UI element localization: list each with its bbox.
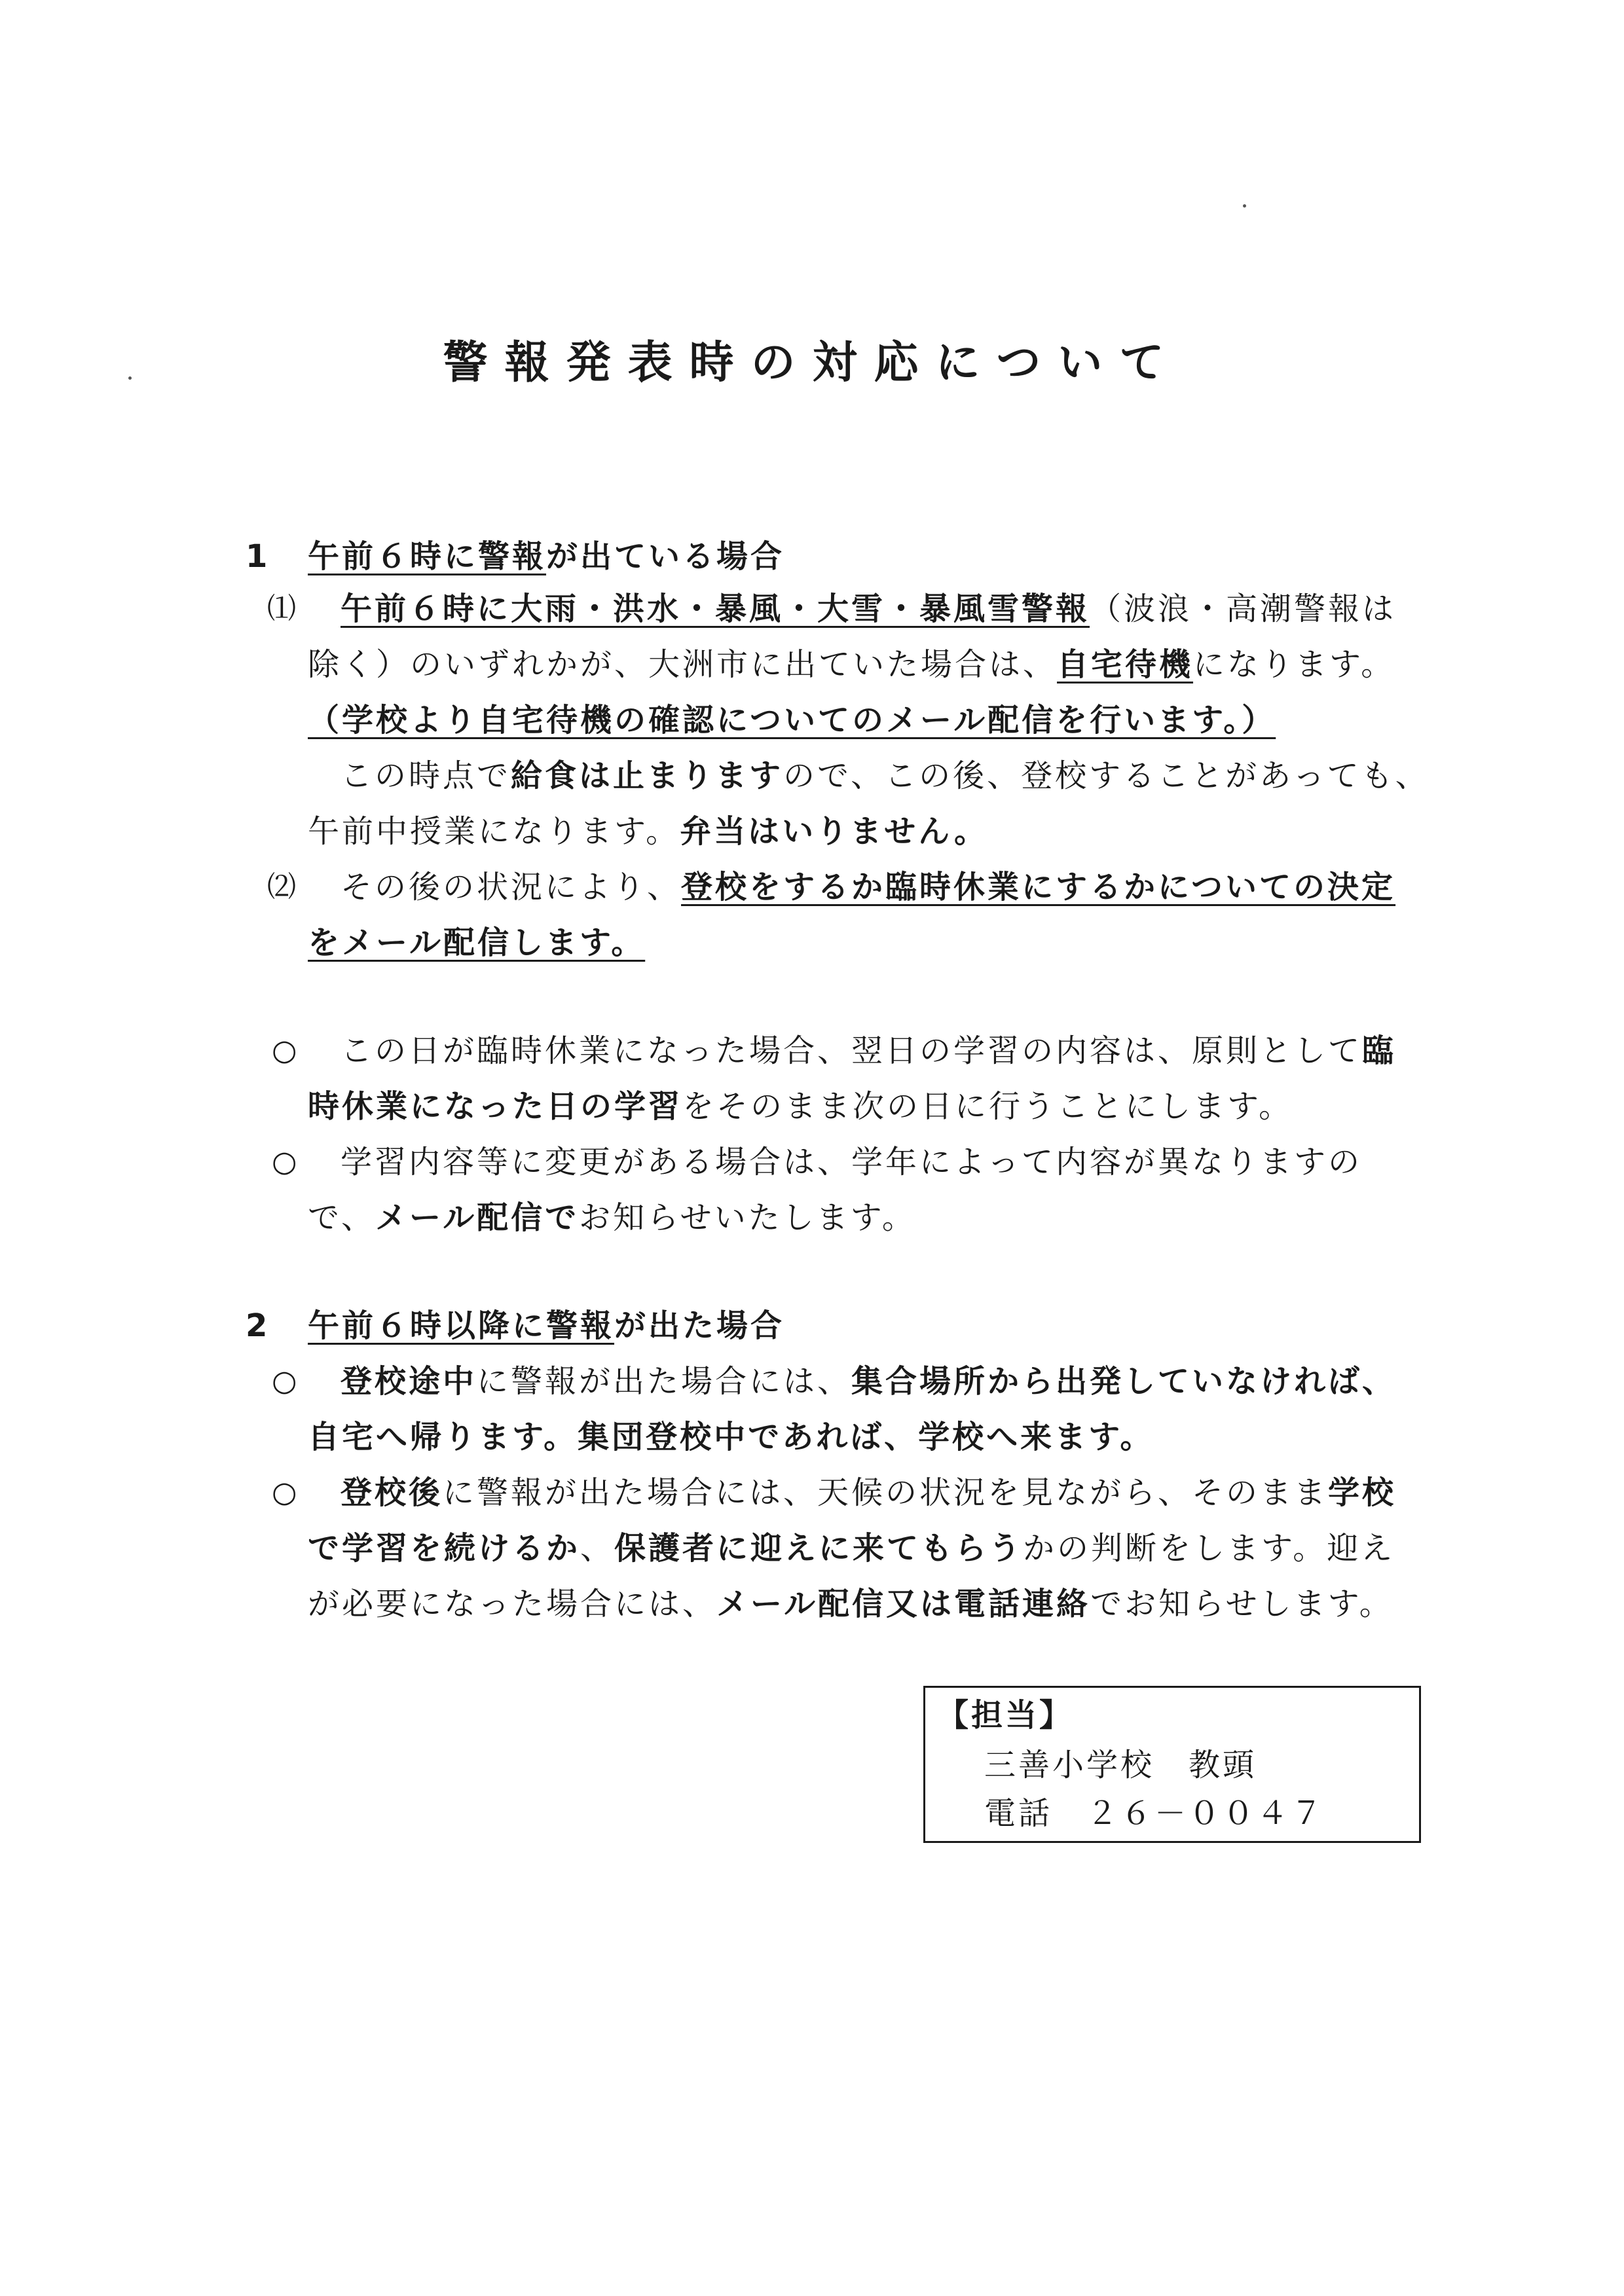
- s2-note-1-line-2: 自宅へ帰ります。集団登校中であれば、学校へ来ます。: [308, 1419, 1154, 1455]
- section-1-heading: [308, 537, 784, 576]
- contact-box: [923, 1686, 1421, 1843]
- s2-note-1-line-1: [341, 1362, 1396, 1401]
- item-1-warning-list: 午前６時に大雨・洪水・暴風・大雪・暴風雪警報: [341, 591, 1090, 627]
- s2-note-2-bold-b: 学校: [1328, 1474, 1397, 1511]
- item-1-marker: ⑴: [267, 592, 296, 625]
- item-1-line-4-end: ので、この後、登校することがあっても、: [783, 757, 1430, 794]
- s2-note-2-bold-a: 登校後: [341, 1474, 443, 1511]
- note-1-line-1-text: この日が臨時休業になった場合、翌日の学習の内容は、原則として: [341, 1032, 1363, 1069]
- item-2-marker: ⑵: [267, 870, 296, 903]
- item-1-line-5-start: 午前中授業になります。: [308, 813, 680, 850]
- s2-note-1-bold-a: 登校途中: [341, 1363, 477, 1400]
- section-1-number: 1: [246, 538, 268, 575]
- s2-note-1-bold-b: 集合場所から出発していなければ、: [851, 1363, 1397, 1400]
- contact-school: 三善小学校 教頭: [984, 1747, 1257, 1783]
- note-1-line-2-bold: 時休業になった日の学習: [308, 1088, 683, 1125]
- s2-note-2-line-3-end: でお知らせします。: [1090, 1586, 1393, 1622]
- item-1-line-2: [308, 645, 1395, 684]
- note-1-line-1-bold: 臨: [1362, 1032, 1397, 1069]
- item-1-line-5: [308, 812, 988, 851]
- section-2-heading: [308, 1306, 784, 1345]
- scan-speck: [1243, 204, 1246, 208]
- circle-bullet: ○: [272, 1364, 297, 1398]
- circle-bullet: ○: [272, 1476, 297, 1509]
- note-1-line-1: [341, 1031, 1396, 1070]
- note-1-line-2: [308, 1087, 1293, 1126]
- item-1-line-1: [341, 589, 1396, 629]
- note-2-line-2: [308, 1198, 916, 1237]
- item-1-line-4-start: この時点で: [341, 757, 511, 794]
- note-1-line-2-text: をそのまま次の日に行うことにします。: [682, 1088, 1293, 1125]
- section-1-heading-underlined: 午前６時に警報: [308, 538, 547, 575]
- s2-note-2-line-3-bold: メール配信又は電話連絡: [716, 1586, 1091, 1622]
- home-standby-term: 自宅待機: [1057, 646, 1194, 683]
- note-2-line-2-end: お知らせいたします。: [579, 1199, 916, 1236]
- s2-note-2-line-2-text: かの判断をします。迎え: [1023, 1530, 1395, 1567]
- section-2-heading-underlined: 午前６時以降に警報: [308, 1307, 615, 1344]
- s2-note-2-line-3: [308, 1584, 1393, 1624]
- circle-bullet: ○: [272, 1034, 297, 1067]
- s2-note-2-line-2-comma: 、: [580, 1530, 615, 1567]
- contact-label: 【担当】: [937, 1697, 1074, 1734]
- item-1-exclusion: （波浪・高潮警報は: [1090, 591, 1397, 627]
- s2-note-2-line-1: [341, 1473, 1396, 1512]
- item-2-line-1: [341, 867, 1395, 907]
- no-lunchbox-notice: 弁当はいりません。: [680, 813, 989, 850]
- item-2-line-2: をメール配信します。: [308, 924, 646, 961]
- s2-note-1-text: に警報が出た場合には、: [477, 1363, 852, 1400]
- item-1-line-4: [341, 756, 1430, 795]
- s2-note-2-line-2-bold-b: 保護者に迎えに来てもらう: [614, 1530, 1024, 1567]
- lunch-stop-notice: 給食は止まります: [511, 757, 784, 794]
- mail-delivery-term: メール配信で: [375, 1199, 580, 1236]
- item-1-line-2-text: 除く）のいずれかが、大洲市に出ていた場合は、: [308, 646, 1058, 683]
- item-2-decision-notice: 登校をするか臨時休業にするかについての決定: [681, 869, 1396, 905]
- item-2-line-1-start: その後の状況により、: [341, 869, 682, 905]
- circle-bullet: ○: [272, 1145, 297, 1178]
- item-1-mail-notice: （学校より自宅待機の確認についてのメール配信を行います。）: [308, 702, 1276, 738]
- s2-note-2-line-2-bold-a: で学習を続けるか: [308, 1530, 581, 1567]
- section-2-number: 2: [246, 1307, 268, 1344]
- page-title: 警報発表時の対応について: [443, 337, 1181, 389]
- item-1-line-2-end: になります。: [1193, 646, 1395, 683]
- s2-note-2-line-2: [308, 1529, 1395, 1568]
- s2-note-2-line-3-start: が必要になった場合には、: [308, 1586, 717, 1622]
- contact-phone: 電話 ２６－００４７: [984, 1795, 1325, 1832]
- s2-note-2-text: に警報が出た場合には、天候の状況を見ながら、そのまま: [443, 1474, 1329, 1511]
- note-2-line-2-start: で、: [308, 1199, 376, 1236]
- section-2-heading-rest: が出た場合: [614, 1307, 785, 1344]
- section-1-heading-rest: が出ている場合: [546, 538, 785, 575]
- note-2-line-1: 学習内容等に変更がある場合は、学年によって内容が異なりますの: [341, 1144, 1363, 1180]
